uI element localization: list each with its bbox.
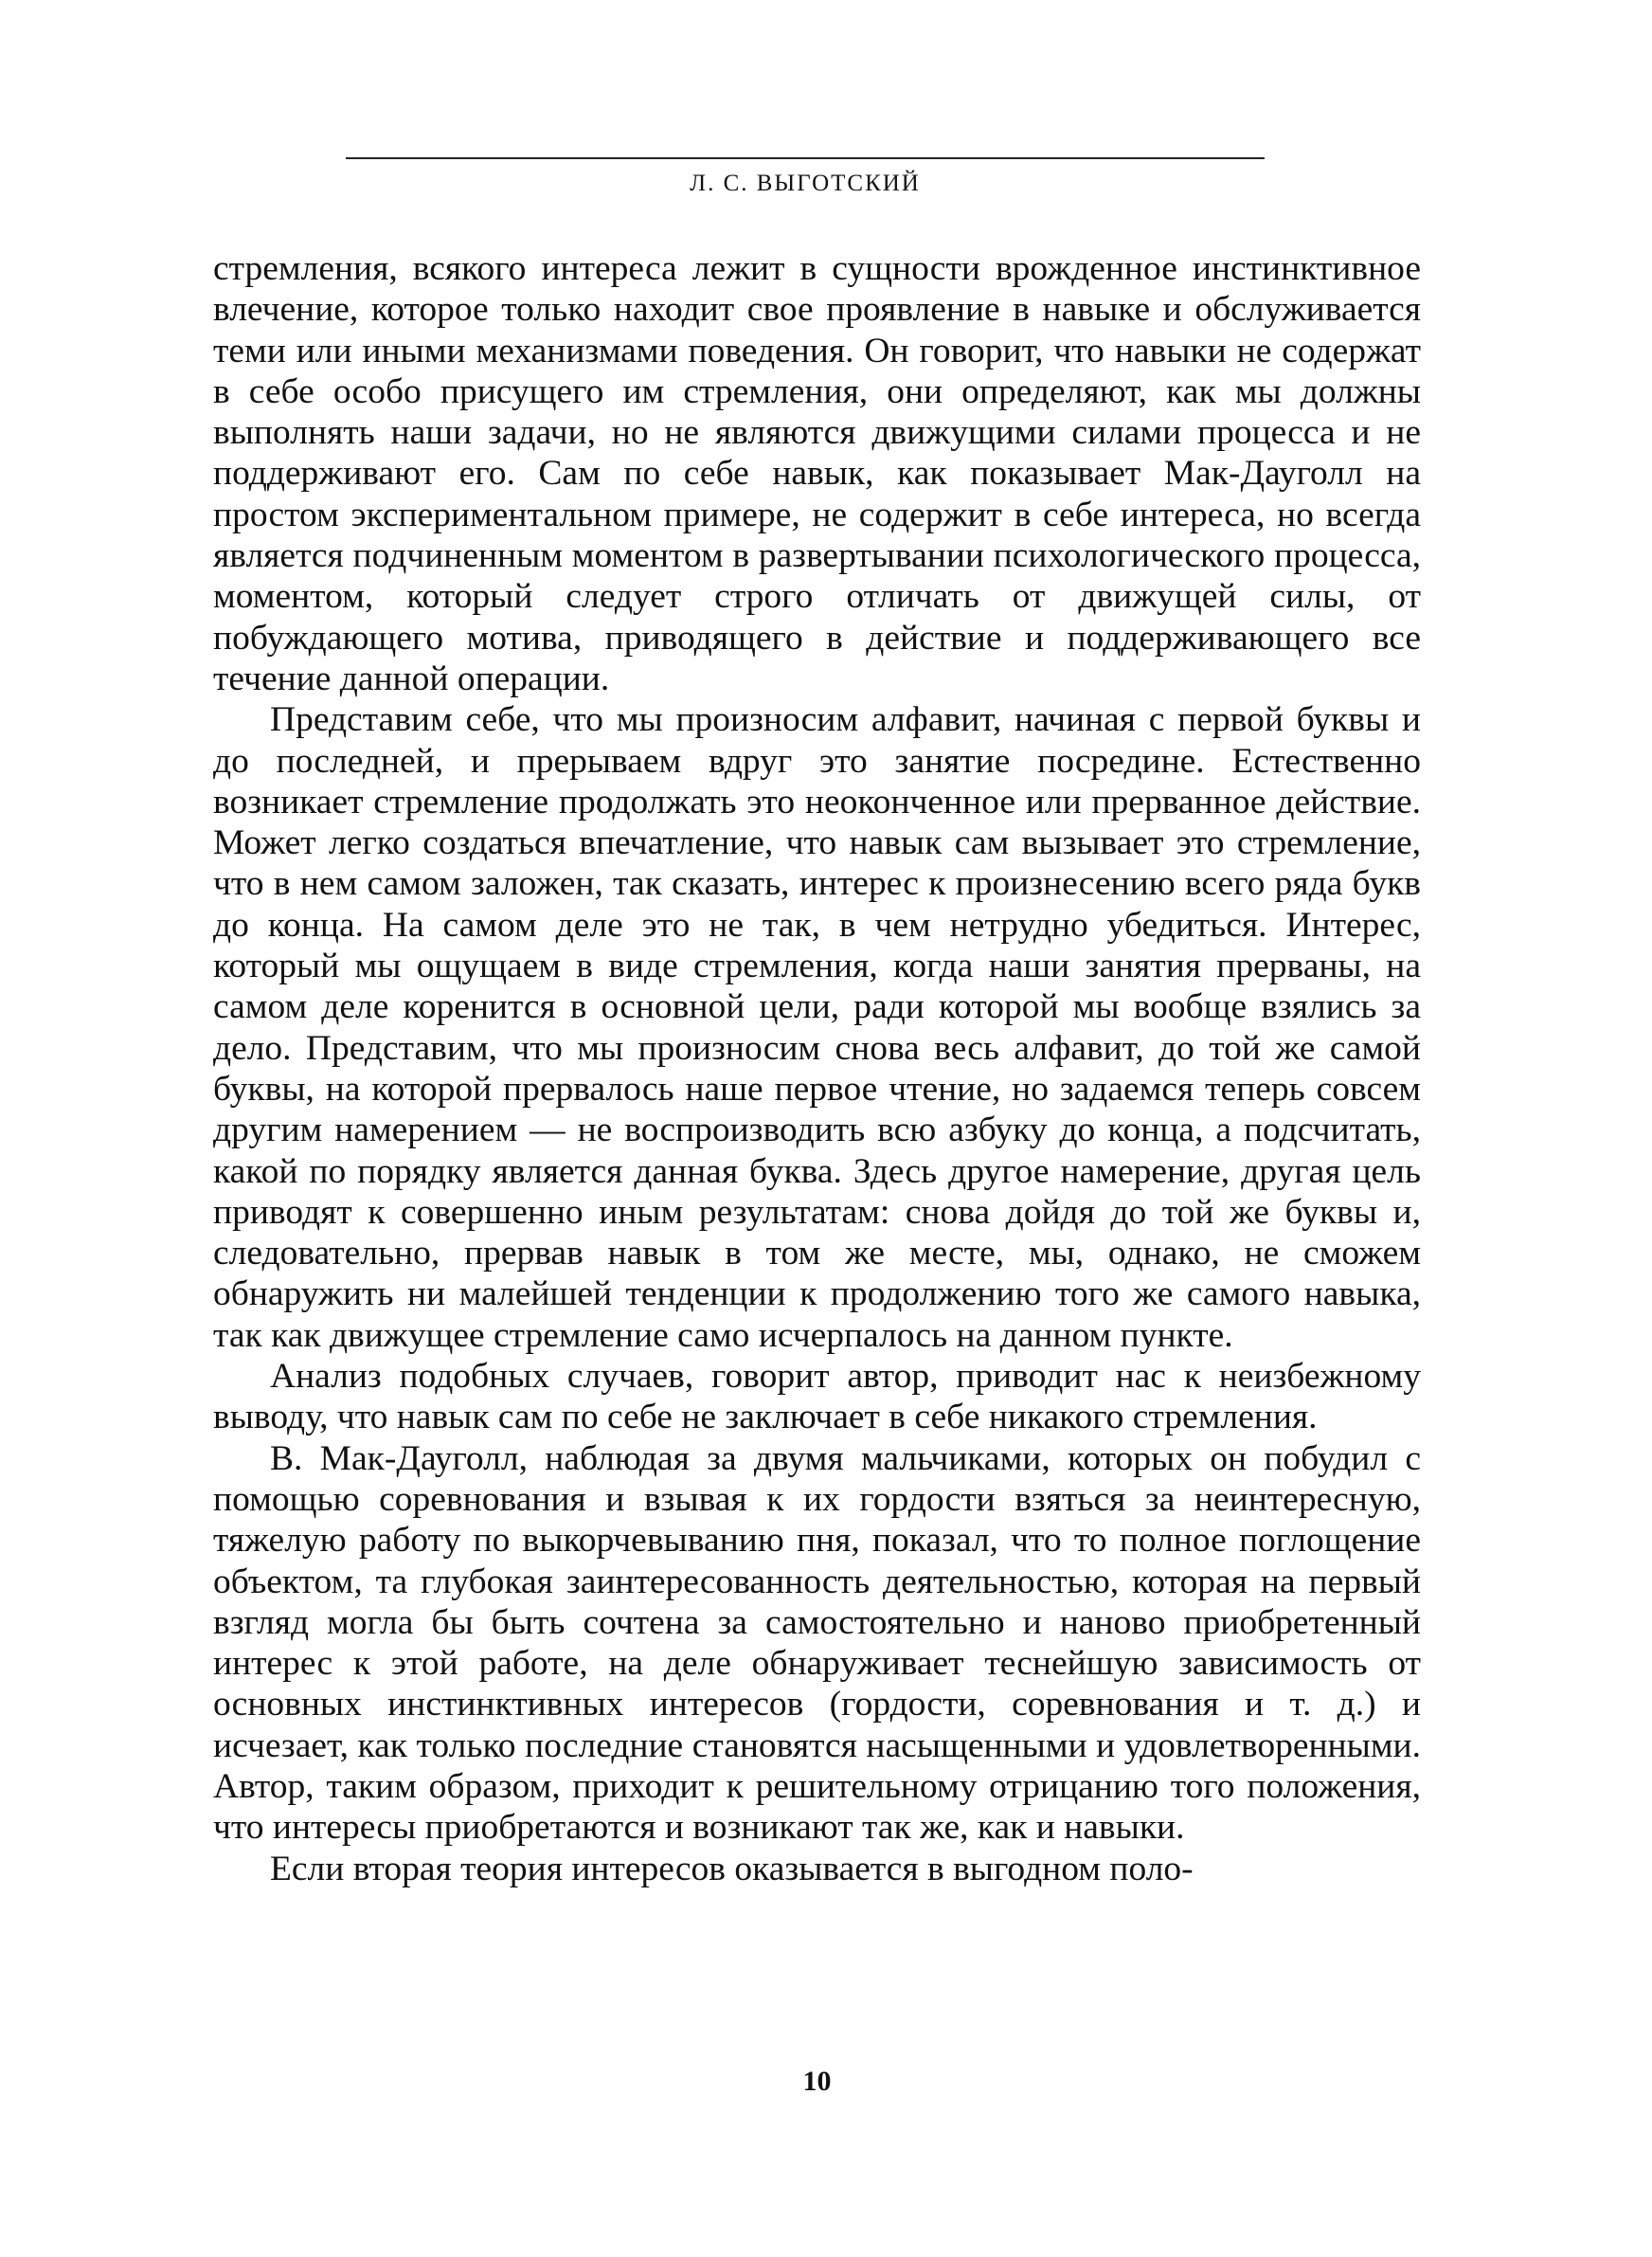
paragraph-mcdougall-boys: В. Мак-Дауголл, наблюдая за двумя мальчиками, которых он побудил с помощью соревнования и взывая к их гордости взяться за неинтересную, тяжелую работу по выкорчевыванию пня, показал, что то полное поглощение объектом, та глубокая заинтересованность деятельностью, которая на первый взгляд могла бы быть сочтена за самостоятельно и наново приобретенный интерес к этой работе, на деле обнаруживает теснейшую зависимость от основных инстинктивных интересов (гордости, соревнования и т. д.) и исчезает, как только последние становятся насыщенными и удовлетворенными. Автор, таким образом, приходит к решительному отрицанию того положения, что интересы приобретаются и возникают так же, как и навыки.	[213, 1438, 1421, 1848]
body-text	[213, 248, 1421, 1889]
paragraph-second-theory: Если вторая теория интересов оказывается в выгодном поло-	[270, 1849, 1194, 1888]
book-page	[213, 142, 1421, 2189]
running-head-text: Л. С. ВЫГОТСКИЙ	[690, 171, 921, 196]
header-rule	[346, 157, 1265, 159]
page-number: 10	[802, 2066, 832, 2097]
paragraph-continuation: стремления, всякого интереса лежит в сущности врожденное инстинктивное влечение, которое только находит свое проявление в навыке и обслуживается теми или иными механизмами поведения. Он говорит, что навыки не содержат в себе особо присущего им стремления, они определяют, как мы должны выполнять наши задачи, но не являются движущими силами процесса и не поддерживают его. Сам по себе навык, как показывает Мак-Дауголл на простом экспериментальном примере, не содержит в себе интереса, но всегда является подчиненным моментом в развертывании психологического процесса, моментом, который следует строго отличать от движущей силы, от побуждающего мотива, приводящего в действие и поддерживающего все течение данной операции.	[213, 249, 1421, 698]
running-head	[346, 142, 1265, 197]
paragraph-analysis: Анализ подобных случаев, говорит автор, приводит нас к неизбежному выводу, что навык сам по себе не заключает в себе никакого стремления.	[213, 1357, 1421, 1437]
paragraph-alphabet-example: Представим себе, что мы произносим алфавит, начиная с первой буквы и до последней, и прерываем вдруг это занятие посредине. Естественно возникает стремление продолжать это неоконченное или прерванное действие. Может легко создаться впечатление, что навык сам вызывает это стремление, что в нем самом заложен, так сказать, интерес к произнесению всего ряда букв до конца. На самом деле это не так, в чем нетрудно убедиться. Интерес, который мы ощущаем в виде стремления, когда наши занятия прерваны, на самом деле коренится в основной цели, ради которой мы вообще взялись за дело. Представим, что мы произносим снова весь алфавит, до той же самой буквы, на которой прервалось наше первое чтение, но задаемся теперь совсем другим намерением — не воспроизводить всю азбуку до конца, а подсчитать, какой по порядку является данная буква. Здесь другое намерение, другая цель приводят к совершенно иным результатам: снова дойдя до той же буквы и, следовательно, прервав навык в том же месте, мы, однако, не сможем обнаружить ни малейшей тенденции к продолжению того же самого навыка, так как движущее стремление само исчерпалось на данном пункте.	[213, 700, 1421, 1355]
